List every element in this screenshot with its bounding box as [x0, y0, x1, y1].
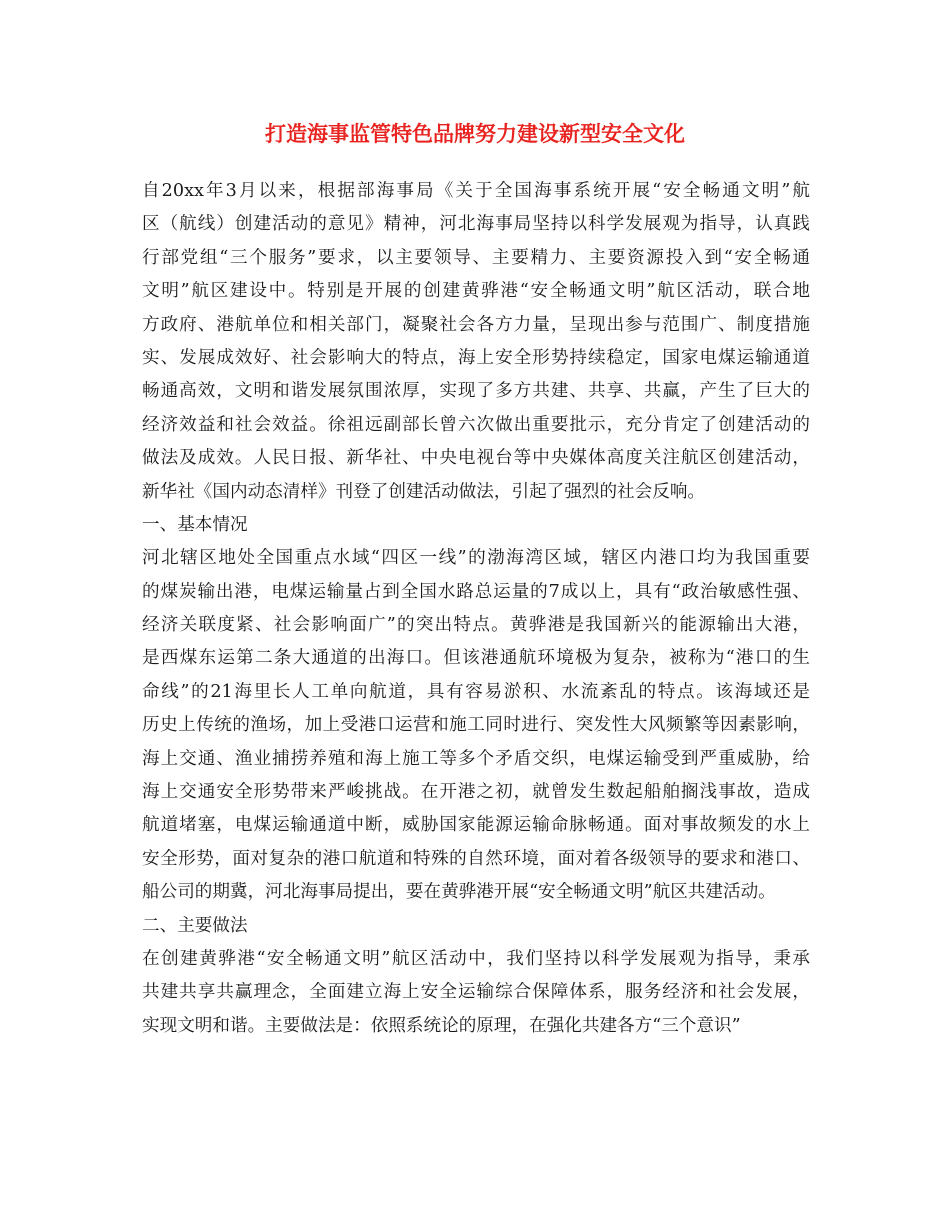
- text-line: 实、发展成效好、社会影响大的特点，海上安全形势持续稳定，国家电煤运输通道: [142, 347, 810, 368]
- text-line: 做法及成效。人民日报、新华社、中央电视台等中央媒体高度关注航区创建活动，: [142, 448, 810, 469]
- text-line: 河北辖区地处全国重点水域“四区一线”的渤海湾区域，辖区内港口均为我国重要: [142, 548, 810, 569]
- text-line: 二、主要做法: [142, 915, 248, 936]
- text-line: 在创建黄骅港“安全畅通文明”航区活动中，我们坚持以科学发展观为指导，秉承: [142, 948, 810, 969]
- text-line: 船公司的期冀，河北海事局提出，要在黄骅港开展“安全畅通文明”航区共建活动。: [142, 882, 776, 903]
- text-line: 共建共享共赢理念，全面建立海上安全运输综合保障体系，服务经济和社会发展，: [142, 982, 810, 1003]
- text-line: 行部党组“三个服务”要求，以主要领导、主要精力、主要资源投入到“安全畅通: [142, 247, 810, 268]
- text-line: 区（航线）创建活动的意见》精神，河北海事局坚持以科学发展观为指导，认真践: [142, 214, 810, 235]
- text-line: 文明”航区建设中。特别是开展的创建黄骅港“安全畅通文明”航区活动，联合地: [142, 281, 810, 302]
- text-line: 命线”的21海里长人工单向航道，具有容易淤积、水流紊乱的特点。该海域还是: [142, 681, 810, 702]
- text-line: 海上交通、渔业捕捞养殖和海上施工等多个矛盾交织，电煤运输受到严重威胁，给: [142, 748, 810, 769]
- document-body: [142, 175, 810, 1043]
- text-line: 安全形势，面对复杂的港口航道和特殊的自然环境，面对着各级领导的要求和港口、: [142, 848, 810, 869]
- text-line: 一、基本情况: [142, 514, 248, 535]
- text-line: 新华社《国内动态清样》刊登了创建活动做法，引起了强烈的社会反响。: [142, 481, 706, 502]
- text-line: 历史上传统的渔场，加上受港口运营和施工同时进行、突发性大风频繁等因素影响，: [142, 715, 810, 736]
- text-line: 实现文明和谐。主要做法是：依照系统论的原理，在强化共建各方“三个意识”: [142, 1015, 741, 1036]
- document-title: 打造海事监管特色品牌努力建设新型安全文化: [265, 122, 685, 146]
- text-line: 方政府、港航单位和相关部门，凝聚社会各方力量，呈现出参与范围广、制度措施: [142, 314, 810, 335]
- text-line: 是西煤东运第二条大通道的出海口。但该港通航环境极为复杂，被称为“港口的生: [142, 648, 810, 669]
- text-line: 的煤炭输出港，电煤运输量占到全国水路总运量的7成以上，具有“政治敏感性强、: [142, 581, 810, 602]
- text-line: 经济关联度紧、社会影响面广”的突出特点。黄骅港是我国新兴的能源输出大港，: [142, 615, 810, 636]
- text-line: 航道堵塞，电煤运输通道中断，威胁国家能源运输命脉畅通。面对事故频发的水上: [142, 815, 810, 836]
- text-line: 经济效益和社会效益。徐祖远副部长曾六次做出重要批示，充分肯定了创建活动的: [142, 414, 810, 435]
- text-line: 海上交通安全形势带来严峻挑战。在开港之初，就曾发生数起船舶搁浅事故，造成: [142, 782, 810, 803]
- text-line: 自20xx年3月以来，根据部海事局《关于全国海事系统开展“安全畅通文明”航: [142, 181, 810, 201]
- text-line: 畅通高效，文明和谐发展氛围浓厚，实现了多方共建、共享、共赢，产生了巨大的: [142, 381, 810, 402]
